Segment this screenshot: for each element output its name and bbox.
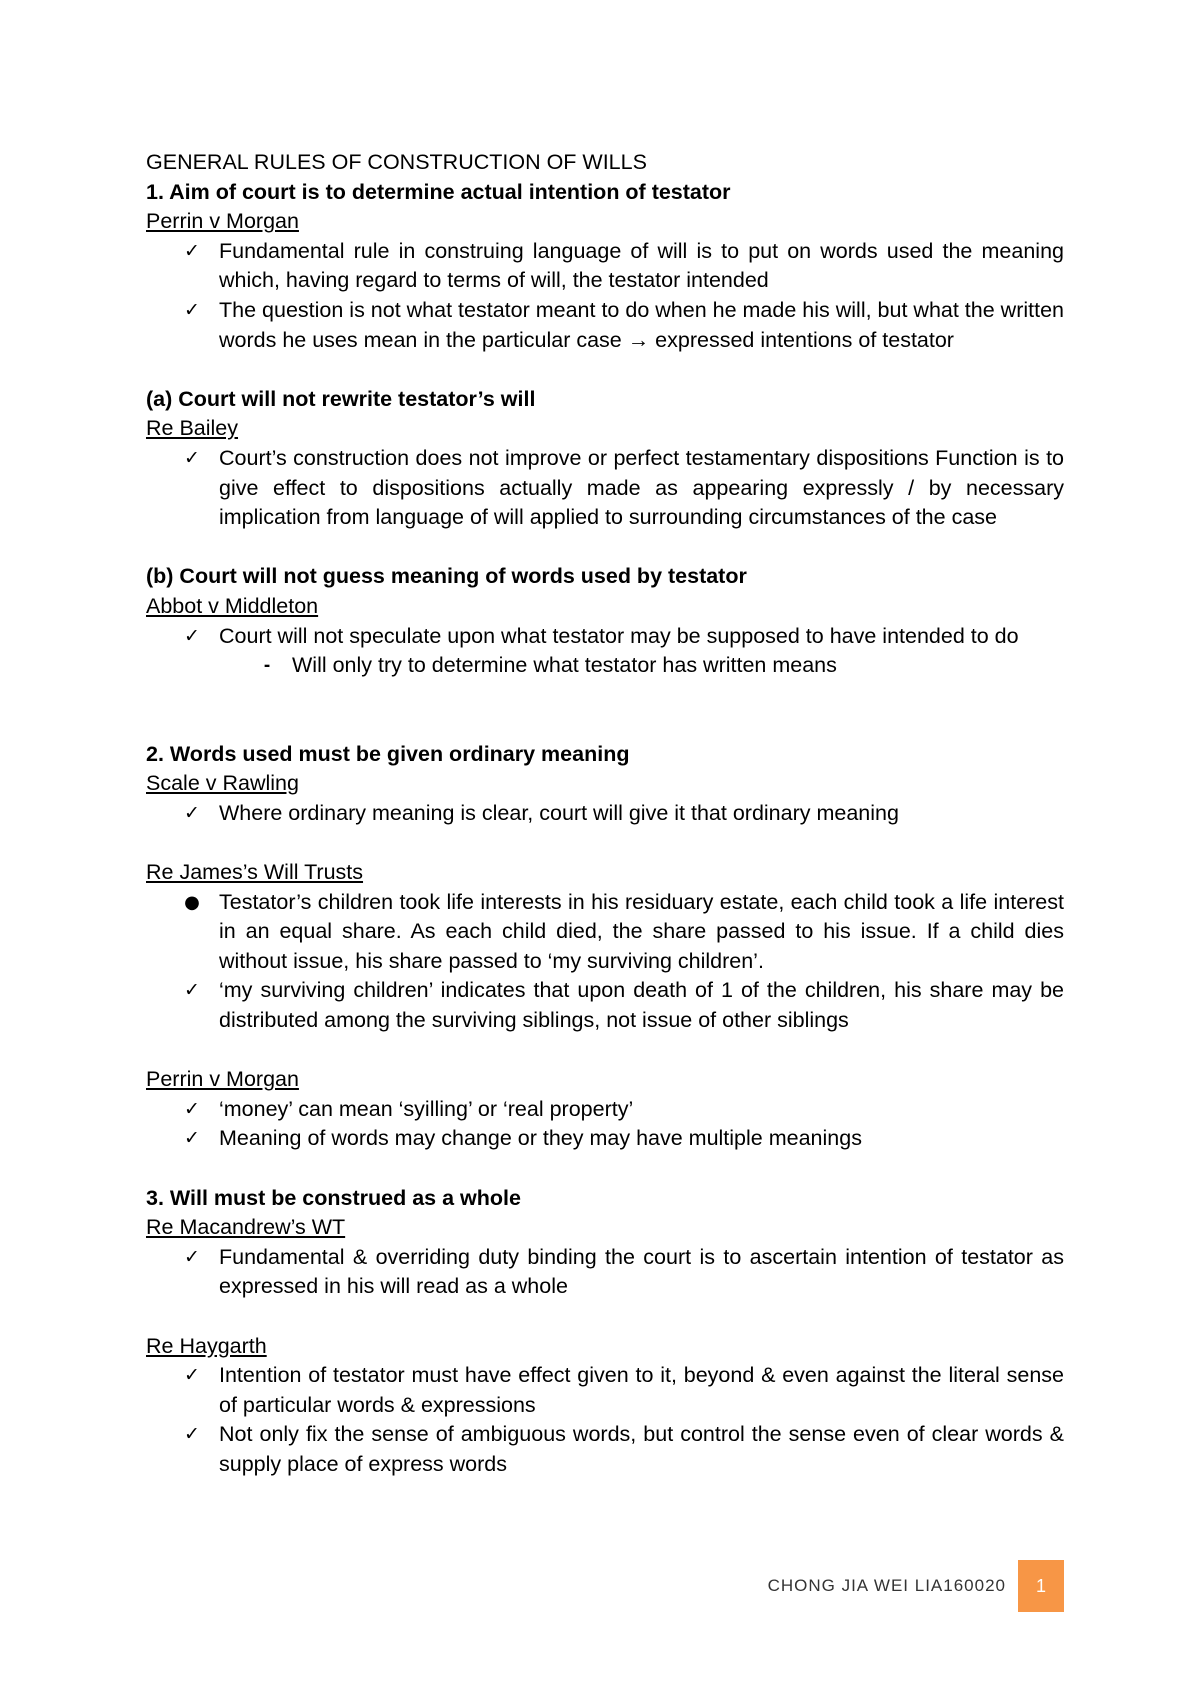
check-mark-icon: ✓	[184, 446, 200, 469]
check-mark-icon: ✓	[184, 801, 200, 824]
case-re-macandrew-wt: Re Macandrew’s WT	[146, 1215, 346, 1240]
list-item: ● Testator’s children took life interests in his residuary estate, each child took a life interest in an equal share. As each child died, the share passed to his issue. If a child dies without issue, his share passed to ‘my surviving children’.	[219, 888, 1064, 977]
checklist	[146, 1243, 1064, 1302]
check-mark-icon: ✓	[184, 1127, 200, 1150]
checklist	[146, 237, 1064, 355]
checklist	[146, 1095, 1064, 1154]
checklist	[146, 1361, 1064, 1479]
case-re-haygarth: Re Haygarth	[146, 1333, 267, 1358]
section-1-heading: 1. Aim of court is to determine actual intention of testator	[146, 179, 731, 204]
list-item: ✓ Intention of testator must have effect given to it, beyond & even against the literal sense of particular words & expressions	[219, 1361, 1064, 1420]
section-1b-heading: (b) Court will not guess meaning of words used by testator	[146, 564, 747, 589]
list-item: ✓ ‘my surviving children’ indicates that upon death of 1 of the children, his share may be distributed among the surviving siblings, not issue of other siblings	[219, 976, 1064, 1035]
check-mark-icon: ✓	[184, 624, 200, 647]
page-footer	[700, 1560, 1064, 1612]
sub-list	[219, 651, 1064, 681]
check-mark-icon: ✓	[184, 298, 200, 321]
list-item: ✓ Where ordinary meaning is clear, court will give it that ordinary meaning	[219, 799, 1064, 829]
checklist	[146, 799, 1064, 829]
checklist	[146, 444, 1064, 533]
check-mark-icon: ✓	[184, 1245, 200, 1268]
section-2-heading: 2. Words used must be given ordinary meaning	[146, 741, 630, 766]
checklist	[146, 622, 1064, 681]
case-perrin-v-morgan: Perrin v Morgan	[146, 209, 299, 234]
list-item: ✓ The question is not what testator meant to do when he made his will, but what the written words he uses mean in the particular case → expressed intentions of testator	[219, 296, 1064, 355]
checklist	[146, 888, 1064, 1036]
page-number: 1	[1035, 1575, 1046, 1596]
case-abbot-v-middleton: Abbot v Middleton	[146, 593, 319, 618]
list-item: ✓ ‘money’ can mean ‘syilling’ or ‘real property’	[219, 1095, 1064, 1125]
document-page	[146, 148, 1064, 1480]
check-mark-icon: ✓	[184, 239, 200, 262]
list-item: ✓ Court will not speculate upon what testator may be supposed to have intended to do - Will only try to determine what testator has written means	[219, 622, 1064, 681]
check-mark-icon: ✓	[184, 979, 200, 1002]
list-item: ✓ Fundamental rule in construing language of will is to put on words used the meaning which, having regard to terms of will, the testator intended	[219, 237, 1064, 296]
footer-author: CHONG JIA WEI LIA160020	[767, 1576, 1006, 1595]
bullet-icon: ●	[184, 891, 200, 913]
case-scale-v-rawling: Scale v Rawling	[146, 771, 299, 796]
case-re-james-will-trusts: Re James’s Will Trusts	[146, 860, 364, 885]
check-mark-icon: ✓	[184, 1097, 200, 1120]
page-number-box	[1018, 1560, 1064, 1612]
dash-icon: -	[263, 655, 271, 677]
list-item: ✓ Fundamental & overriding duty binding the court is to ascertain intention of testator as expressed in his will read as a whole	[219, 1243, 1064, 1302]
check-mark-icon: ✓	[184, 1364, 200, 1387]
list-item: ✓ Not only fix the sense of ambiguous words, but control the sense even of clear words & supply place of express words	[219, 1420, 1064, 1479]
section-1a-heading: (a) Court will not rewrite testator’s will	[146, 386, 536, 411]
case-re-bailey: Re Bailey	[146, 416, 239, 441]
list-item: ✓ Meaning of words may change or they may have multiple meanings	[219, 1124, 1064, 1154]
list-item: ✓ Court’s construction does not improve or perfect testamentary dispositions Function is to give effect to dispositions actually made as appearing expressly / by necessary implication from language of will applied to surrounding circumstances of the case	[219, 444, 1064, 533]
section-3-heading: 3. Will must be construed as a whole	[146, 1185, 521, 1210]
list-item: - Will only try to determine what testator has written means	[292, 651, 1064, 681]
case-perrin-v-morgan-2: Perrin v Morgan	[146, 1067, 299, 1092]
document-title: GENERAL RULES OF CONSTRUCTION OF WILLS	[146, 150, 647, 174]
check-mark-icon: ✓	[184, 1423, 200, 1446]
